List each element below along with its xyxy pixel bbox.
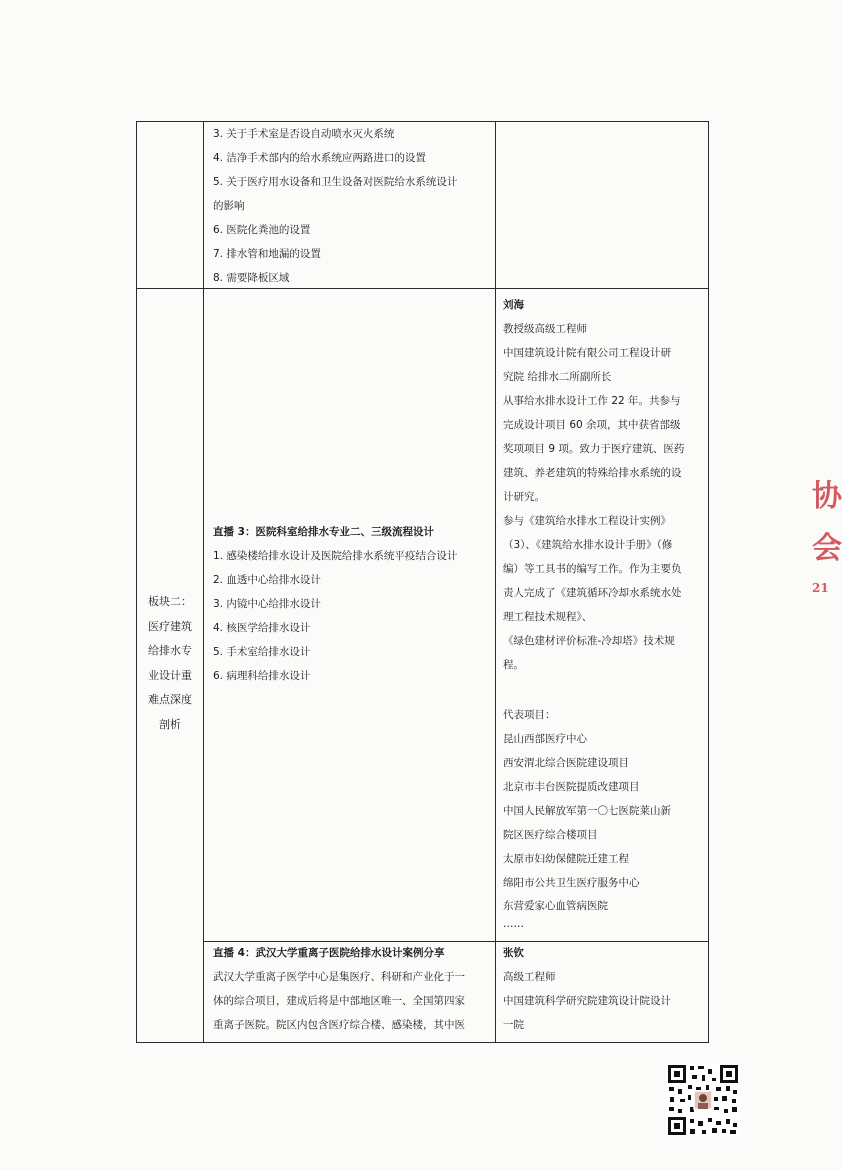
projects-title: 代表项目：: [503, 709, 556, 721]
live3-title: 直播 3：医院科室给排水专业二、三级流程设计: [213, 526, 434, 538]
bio-line: 中国建筑设计院有限公司工程设计研: [503, 347, 671, 359]
list-item: 6. 病理科给排水设计: [213, 670, 311, 682]
bio-line: 一院: [503, 1019, 524, 1031]
bio-line: 教授级高级工程师: [503, 323, 587, 335]
list-item: 3. 内镜中心给排水设计: [213, 598, 321, 610]
project-item: 昆山西部医疗中心: [503, 733, 587, 745]
module-label-line: 业设计重: [148, 668, 192, 682]
live4-title: 直播 4：武汉大学重离子医院给排水设计案例分享: [213, 947, 445, 959]
seal-char: 21: [812, 581, 829, 595]
list-item: 5. 关于医疗用水设备和卫生设备对医院给水系统设计: [213, 176, 458, 188]
list-item: 1. 感染楼给排水设计及医院给排水系统平疫结合设计: [213, 550, 458, 562]
bio-line: 责人完成了《建筑循环冷却水系统水处: [503, 587, 682, 599]
list-item: 3. 关于手术室是否设自动喷水灭火系统: [213, 128, 395, 140]
project-item: 中国人民解放军第一〇七医院莱山新: [503, 805, 671, 817]
bio-line: 究院 给排水二所副所长: [503, 371, 612, 383]
list-item: 2. 血透中心给排水设计: [213, 574, 321, 586]
text-line: 重离子医院。院区内包含医疗综合楼、感染楼，其中医: [213, 1019, 465, 1031]
bio-line: 完成设计项目 60 余项，其中获省部级: [503, 419, 681, 431]
project-item: 北京市丰台医院提质改建项目: [503, 781, 640, 793]
speaker4-bio: [503, 941, 707, 1037]
list-item: 的影响: [213, 200, 245, 212]
live3-content: [213, 520, 495, 688]
bio-line: 高级工程师: [503, 971, 556, 983]
module-label-line: 难点深度: [148, 693, 192, 706]
project-item: 东营爱家心血管病医院: [503, 900, 608, 912]
bio-line: （3）、《建筑给水排水设计手册》（修: [503, 539, 673, 551]
speaker-name: 张钦: [503, 947, 524, 959]
text-line: 武汉大学重离子医学中心是集医疗、科研和产业化于一: [213, 971, 465, 983]
list-item: 7. 排水管和地漏的设置: [213, 248, 321, 260]
speaker-name: 刘海: [503, 299, 524, 311]
bio-line: 奖项项目 9 项。致力于医疗建筑、医药: [503, 443, 685, 455]
module-label-line: 剖析: [159, 717, 181, 731]
project-item: 西安渭北综合医院建设项目: [503, 757, 629, 769]
speaker3-bio: [503, 293, 707, 931]
bio-line: 参与《建筑给水排水工程设计实例》: [503, 515, 671, 527]
module-label-line: 给排水专: [148, 644, 192, 657]
module-label-line: 板块二：: [148, 595, 192, 608]
bio-line: 从事给水排水设计工作 22 年。共参与: [503, 395, 681, 407]
bio-line: 编）等工具书的编写工作。作为主要负: [503, 563, 682, 575]
list-item: 6. 医院化粪池的设置: [213, 224, 311, 236]
bio-line: 程。: [503, 659, 524, 671]
module-label-line: 医疗建筑: [148, 619, 192, 633]
text-line: 体的综合项目，建成后将是中部地区唯一、全国第四家: [213, 995, 465, 1007]
list-item: 4. 核医学给排水设计: [213, 622, 311, 634]
table-divider: [495, 121, 496, 1043]
project-item: 绵阳市公共卫生医疗服务中心: [503, 877, 640, 889]
list-item: 5. 手术室给排水设计: [213, 646, 311, 658]
bio-line: 计研究。: [503, 491, 545, 503]
bio-line: 《绿色建材评价标准-冷却塔》技术规: [503, 635, 675, 647]
project-item: ……: [503, 918, 524, 930]
bio-line: 理工程技术规程》、: [503, 611, 593, 623]
seal-char: 会: [812, 531, 842, 566]
project-item: 太原市妇幼保健院迁建工程: [503, 853, 629, 865]
module-label: [137, 590, 203, 737]
table-divider: [203, 121, 204, 1043]
qr-code-icon: [666, 1063, 740, 1137]
project-item: 院区医疗综合楼项目: [503, 829, 598, 841]
list-item: 8. 需要降板区域: [213, 272, 290, 284]
seal-stamp: [812, 478, 842, 648]
bio-line: 建筑、养老建筑的特殊给排水系统的设: [503, 467, 682, 479]
row1-content: [213, 122, 493, 290]
seal-char: 协: [812, 479, 842, 514]
live4-content: [213, 941, 495, 1037]
bio-line: 中国建筑科学研究院建筑设计院设计: [503, 995, 671, 1007]
list-item: 4. 洁净手术部内的给水系统应两路进口的设置: [213, 152, 426, 164]
